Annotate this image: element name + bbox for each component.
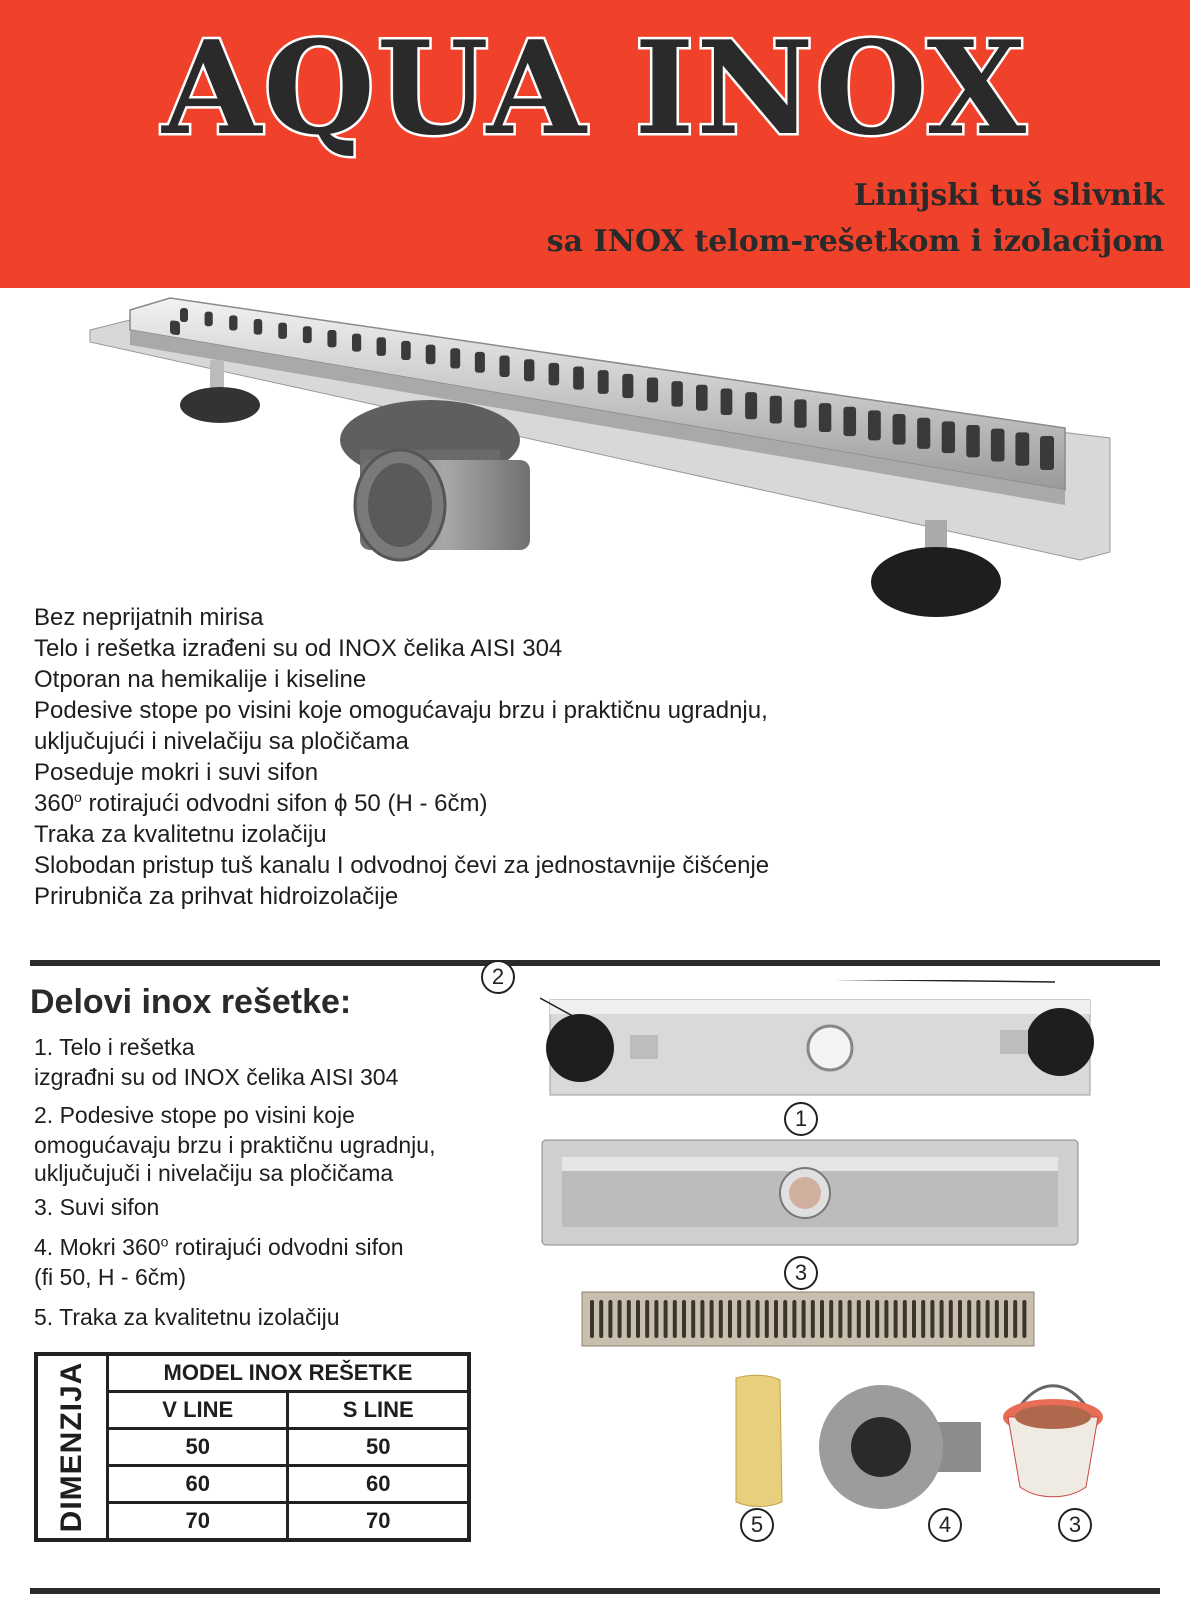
grate-slot — [942, 421, 955, 453]
grate-slot — [691, 1300, 695, 1338]
grate-slot — [868, 410, 881, 440]
tagline-line-1: Linijski tuš slivnik — [853, 178, 1164, 213]
part-line: izgrađni su od INOX čelika AISI 304 — [34, 1064, 399, 1090]
grate-slot — [303, 326, 312, 343]
dry-siphon-image — [998, 1372, 1108, 1502]
trough-body-image — [540, 1135, 1100, 1255]
callout-number: 2 — [481, 960, 515, 994]
grate-slot — [843, 407, 856, 436]
grate-slot — [774, 1300, 778, 1338]
table-cell: 50 — [288, 1429, 469, 1466]
grate-slot — [719, 1300, 723, 1338]
grate-slot — [829, 1300, 833, 1338]
grate-slot — [1022, 1300, 1026, 1338]
grate-slot — [819, 403, 831, 432]
grate-slot — [377, 337, 386, 356]
table-cell: 70 — [108, 1503, 288, 1541]
grate-slot — [696, 385, 708, 411]
grate-slot — [450, 348, 460, 368]
grate-slot — [618, 1300, 622, 1338]
grate-slot — [598, 370, 609, 394]
grate-slot — [647, 377, 658, 402]
body-underside-image — [540, 980, 1100, 1120]
part-text: rotirajući odvodni sifon — [174, 1234, 404, 1260]
grate-slot — [930, 1300, 934, 1338]
part-line: 2. Podesive stope po visini koje — [34, 1102, 355, 1128]
grate-slot — [254, 319, 263, 335]
features-list — [34, 602, 769, 912]
table-cell: 60 — [108, 1466, 288, 1503]
feature-item — [34, 788, 769, 819]
grate-slot — [475, 352, 485, 373]
grate-slot — [903, 1300, 907, 1338]
grate-slot — [673, 1300, 677, 1338]
grate-image — [580, 1290, 1040, 1350]
grate-slot — [966, 425, 979, 457]
grate-slot — [599, 1300, 603, 1338]
header-banner — [0, 0, 1190, 288]
table-cell: 60 — [288, 1466, 469, 1503]
grate-slot — [745, 392, 757, 419]
grate-slot — [278, 323, 287, 339]
callout-number: 4 — [928, 1508, 962, 1542]
grate-slot — [710, 1300, 714, 1338]
grate-slot — [820, 1300, 824, 1338]
callout-number: 3 — [784, 1256, 818, 1290]
grate-slot — [866, 1300, 870, 1338]
part-line: 1. Telo i rešetka — [34, 1034, 195, 1060]
grate-slot — [737, 1300, 741, 1338]
feature-item: Poseduje mokri i suvi sifon — [34, 759, 319, 786]
grate-slot — [884, 1300, 888, 1338]
grate-slot — [967, 1300, 971, 1338]
part-line: (fi 50, H - 6čm) — [34, 1264, 187, 1290]
grate-slot — [995, 1300, 999, 1338]
grate-slot — [912, 1300, 916, 1338]
grate-slot — [976, 1300, 980, 1338]
part-text: 4. Mokri 360 — [34, 1234, 161, 1260]
divider-bottom — [30, 1588, 1160, 1594]
feature-item: Podesive stope po visini koje omogućavaju brzu i praktičnu ugradnju, — [34, 697, 768, 724]
feature-item: Otporan na hemikalije i kiseline — [34, 666, 367, 693]
degree-mark: o — [74, 789, 82, 805]
grate-slot — [958, 1300, 962, 1338]
feature-item: Telo i rešetka izrađeni su od INOX čelika AISI 304 — [34, 635, 563, 662]
brand-logo-text: AQUA INOX — [162, 14, 1028, 164]
grate-slot — [401, 341, 411, 360]
grate-slot — [794, 399, 806, 427]
grate-slot — [811, 1300, 815, 1338]
callout-number: 5 — [740, 1508, 774, 1542]
grate-slot — [770, 396, 782, 424]
feature-text: rotirajući odvodni sifon ϕ 50 (H - 6čm) — [88, 790, 488, 817]
part-line: uključujuči i nivelačiju sa pločičama — [34, 1160, 394, 1186]
grate-slot — [590, 1300, 594, 1338]
grate-slot — [664, 1300, 668, 1338]
grate-slot — [229, 315, 237, 330]
table-cell: 50 — [108, 1429, 288, 1466]
grate-slot — [682, 1300, 686, 1338]
grate-slot — [499, 356, 509, 377]
grate-slot — [524, 359, 534, 381]
table-header: MODEL INOX REŠETKE — [108, 1354, 470, 1392]
part-line: 3. Suvi sifon — [34, 1194, 160, 1220]
divider-top — [30, 960, 1160, 966]
feature-item: uključujući i nivelačiju sa pločičama — [34, 728, 409, 755]
dimension-table — [34, 1352, 471, 1542]
product-hero-image — [70, 290, 1140, 630]
grate-slot — [180, 308, 188, 322]
grate-slot — [549, 363, 560, 386]
grate-slot — [792, 1300, 796, 1338]
grate-slot — [1040, 436, 1054, 470]
part-line: 5. Traka za kvalitetnu izolačiju — [34, 1304, 340, 1330]
grate-slot — [205, 312, 213, 327]
grate-slot — [327, 330, 336, 347]
grate-slot — [921, 1300, 925, 1338]
grate-slot — [746, 1300, 750, 1338]
grate-slot — [627, 1300, 631, 1338]
grate-slot — [671, 381, 682, 406]
grate-slot — [949, 1300, 953, 1338]
parts-title: Delovi inox rešetke: — [30, 983, 352, 1021]
grate-slot — [573, 367, 584, 390]
part-line — [34, 1232, 404, 1262]
grate-slot — [352, 334, 361, 352]
column-header: V LINE — [108, 1392, 288, 1429]
column-header: S LINE — [288, 1392, 469, 1429]
callout-number: 3 — [1058, 1508, 1092, 1542]
grate-slot — [765, 1300, 769, 1338]
grate-slot — [728, 1300, 732, 1338]
insulation-tape-image — [728, 1372, 788, 1512]
grate-slot — [700, 1300, 704, 1338]
grate-slot — [645, 1300, 649, 1338]
grate-slot — [636, 1300, 640, 1338]
callout-number: 1 — [784, 1102, 818, 1136]
grate-slot — [857, 1300, 861, 1338]
grate-slot — [894, 1300, 898, 1338]
grate-slot — [802, 1300, 806, 1338]
degree-value: 360 — [34, 790, 75, 817]
grate-slot — [838, 1300, 842, 1338]
grate-slot — [875, 1300, 879, 1338]
tagline-line-2: sa INOX telom-rešetkom i izolacijom — [546, 224, 1164, 259]
grate-slot — [756, 1300, 760, 1338]
grate-slot — [1004, 1300, 1008, 1338]
grate-slot — [940, 1300, 944, 1338]
dimension-side-label: DIMENZIJA — [36, 1354, 108, 1540]
grate-slot — [783, 1300, 787, 1338]
grate-slot — [654, 1300, 658, 1338]
grate-slot — [986, 1300, 990, 1338]
grate-slot — [608, 1300, 612, 1338]
degree-mark: o — [160, 1233, 169, 1250]
grate-slots — [170, 320, 180, 335]
grate-slot — [426, 345, 436, 365]
table-cell: 70 — [288, 1503, 469, 1541]
grate-slot — [848, 1300, 852, 1338]
grate-slot — [1013, 1300, 1017, 1338]
grate-slot — [917, 418, 930, 449]
feature-item: Prirubniča za prihvat hidroizolačije — [34, 883, 399, 910]
feature-item: Slobodan pristup tuš kanalu I odvodnoj čevi za jednostavnije čišćenje — [34, 852, 770, 879]
feature-item: Bez neprijatnih mirisa — [34, 604, 264, 631]
grate-slot — [893, 414, 906, 445]
grate-slot — [991, 429, 1005, 462]
part-line: omogućavaju brzu i praktičnu ugradnju, — [34, 1132, 436, 1158]
grate-slot — [721, 388, 733, 415]
wet-siphon-image — [806, 1382, 986, 1512]
feature-item: Traka za kvalitetnu izolačiju — [34, 821, 327, 848]
grate-slot — [622, 374, 633, 398]
grate-slot — [1015, 432, 1029, 465]
